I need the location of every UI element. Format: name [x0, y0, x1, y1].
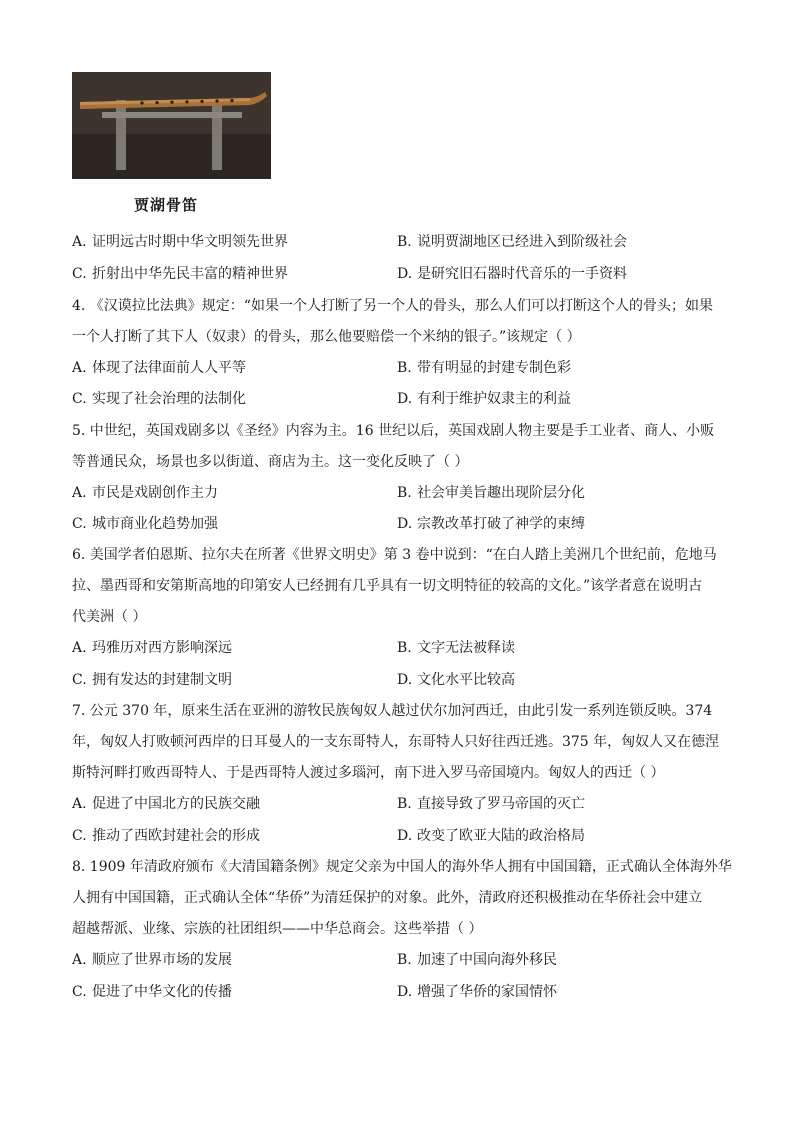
- option-letter: A.: [72, 952, 87, 968]
- option-letter: D.: [397, 828, 413, 844]
- option-letter: D.: [397, 984, 413, 1000]
- option-letter: A.: [72, 485, 87, 501]
- q8-option-a[interactable]: [72, 950, 232, 970]
- option-letter: C.: [72, 984, 87, 1000]
- option-text: 社会审美旨趣出现阶层分化: [417, 485, 585, 501]
- q3-option-d[interactable]: [397, 264, 627, 284]
- q6-option-d[interactable]: [397, 670, 515, 690]
- option-letter: C.: [72, 266, 87, 282]
- option-text: 文化水平比较高: [417, 672, 515, 688]
- q6-stem-line-2: 拉、墨西哥和安第斯高地的印第安人已经拥有几乎具有一切文明特征的较高的文化。”该学者意在说明古: [72, 578, 703, 594]
- q6-stem-line-3: 代美洲（ ）: [72, 609, 147, 625]
- q4-option-d[interactable]: [397, 389, 571, 409]
- option-text: 顺应了世界市场的发展: [92, 952, 232, 968]
- option-letter: C.: [72, 516, 87, 532]
- q8-option-c[interactable]: [72, 982, 232, 1002]
- option-text: 增强了华侨的家国情怀: [417, 984, 557, 1000]
- q8-option-b[interactable]: [397, 950, 557, 970]
- q8-option-d[interactable]: [397, 982, 557, 1002]
- q3-option-b[interactable]: [397, 232, 627, 252]
- option-text: 带有明显的封建专制色彩: [417, 360, 571, 376]
- option-letter: D.: [397, 672, 413, 688]
- option-letter: A.: [72, 360, 87, 376]
- option-letter: B.: [397, 952, 412, 968]
- q6-option-c[interactable]: [72, 670, 232, 690]
- option-letter: B.: [397, 485, 412, 501]
- q5-option-d[interactable]: [397, 514, 585, 534]
- q8-stem-line-2: 人拥有中国国籍，正式确认全体“华侨”为清廷保护的对象。此外，清政府还积极推动在华侨社会中建立: [72, 890, 703, 906]
- option-letter: B.: [397, 796, 412, 812]
- q7-stem-line-1: 7. 公元 370 年，原来生活在亚洲的游牧民族匈奴人越过伏尔加河西迁，由此引发一系列连锁反映。374: [72, 703, 713, 719]
- figure-caption: 贾湖骨笛: [134, 196, 199, 214]
- option-letter: D.: [397, 266, 413, 282]
- option-text: 证明远古时期中华文明领先世界: [92, 234, 288, 250]
- q5-option-a[interactable]: [72, 483, 218, 503]
- q7-option-c[interactable]: [72, 826, 260, 846]
- option-letter: B.: [397, 640, 412, 656]
- q4-stem-line-2: 一个人打断了其下人（奴隶）的骨头，那么他要赔偿一个米纳的银子。”该规定（ ）: [72, 329, 581, 345]
- q7-stem-line-3: 斯特河畔打败西哥特人、于是西哥特人渡过多瑙河，南下进入罗马帝国境内。匈奴人的西迁（ ）: [72, 765, 665, 781]
- q4-option-b[interactable]: [397, 358, 571, 378]
- bone-flute-photo: [72, 72, 271, 179]
- option-text: 促进了中国北方的民族交融: [92, 796, 260, 812]
- option-letter: D.: [397, 391, 413, 407]
- option-letter: A.: [72, 234, 87, 250]
- option-text: 改变了欧亚大陆的政治格局: [417, 828, 585, 844]
- q7-option-b[interactable]: [397, 794, 585, 814]
- option-letter: A.: [72, 796, 87, 812]
- option-text: 直接导致了罗马帝国的灭亡: [417, 796, 585, 812]
- option-text: 文字无法被释读: [417, 640, 515, 656]
- option-letter: B.: [397, 234, 412, 250]
- option-text: 加速了中国向海外移民: [417, 952, 557, 968]
- q5-stem-line-1: 5. 中世纪，英国戏剧多以《圣经》内容为主。16 世纪以后，英国戏剧人物主要是手工业者、商人、小贩: [72, 423, 715, 439]
- q7-option-a[interactable]: [72, 794, 260, 814]
- option-text: 折射出中华先民丰富的精神世界: [92, 266, 288, 282]
- q5-stem-line-2: 等普通民众，场景也多以街道、商店为主。这一变化反映了（ ）: [72, 454, 469, 470]
- q6-stem-line-1: 6. 美国学者伯恩斯、拉尔夫在所著《世界文明史》第 3 卷中说到：“在白人踏上美洲几个世纪前，危地马: [72, 547, 717, 563]
- option-text: 是研究旧石器时代音乐的一手资料: [417, 266, 627, 282]
- option-text: 体现了法律面前人人平等: [92, 360, 246, 376]
- option-letter: C.: [72, 828, 87, 844]
- q6-option-a[interactable]: [72, 638, 232, 658]
- option-text: 宗教改革打破了神学的束缚: [417, 516, 585, 532]
- option-text: 推动了西欧封建社会的形成: [92, 828, 260, 844]
- option-letter: D.: [397, 516, 413, 532]
- option-letter: C.: [72, 391, 87, 407]
- q5-option-c[interactable]: [72, 514, 218, 534]
- option-text: 玛雅历对西方影响深远: [92, 640, 232, 656]
- q4-stem-line-1: 4. 《汉谟拉比法典》规定：“如果一个人打断了另一个人的骨头，那么人们可以打断这个人的骨头；如果: [72, 298, 713, 314]
- option-text: 拥有发达的封建制文明: [92, 672, 232, 688]
- q6-option-b[interactable]: [397, 638, 515, 658]
- option-letter: B.: [397, 360, 412, 376]
- q7-stem-line-2: 年，匈奴人打败顿河西岸的日耳曼人的一支东哥特人，东哥特人只好往西迁逃。375 年，匈奴人又在德涅: [72, 734, 720, 750]
- q7-option-d[interactable]: [397, 826, 585, 846]
- q4-option-a[interactable]: [72, 358, 246, 378]
- q4-option-c[interactable]: [72, 389, 246, 409]
- q3-option-c[interactable]: [72, 264, 288, 284]
- q5-option-b[interactable]: [397, 483, 585, 503]
- q3-option-a[interactable]: [72, 232, 288, 252]
- option-text: 有利于维护奴隶主的利益: [417, 391, 571, 407]
- option-text: 城市商业化趋势加强: [92, 516, 218, 532]
- option-text: 实现了社会治理的法制化: [92, 391, 246, 407]
- q8-stem-line-3: 超越帮派、业缘、宗族的社团组织——中华总商会。这些举措（ ）: [72, 921, 483, 937]
- q8-stem-line-1: 8. 1909 年清政府颁布《大清国籍条例》规定父亲为中国人的海外华人拥有中国国籍，正式确认全体海外华: [72, 859, 732, 875]
- option-text: 促进了中华文化的传播: [92, 984, 232, 1000]
- option-text: 说明贾湖地区已经进入到阶级社会: [417, 234, 627, 250]
- option-text: 市民是戏剧创作主力: [92, 485, 218, 501]
- option-letter: A.: [72, 640, 87, 656]
- option-letter: C.: [72, 672, 87, 688]
